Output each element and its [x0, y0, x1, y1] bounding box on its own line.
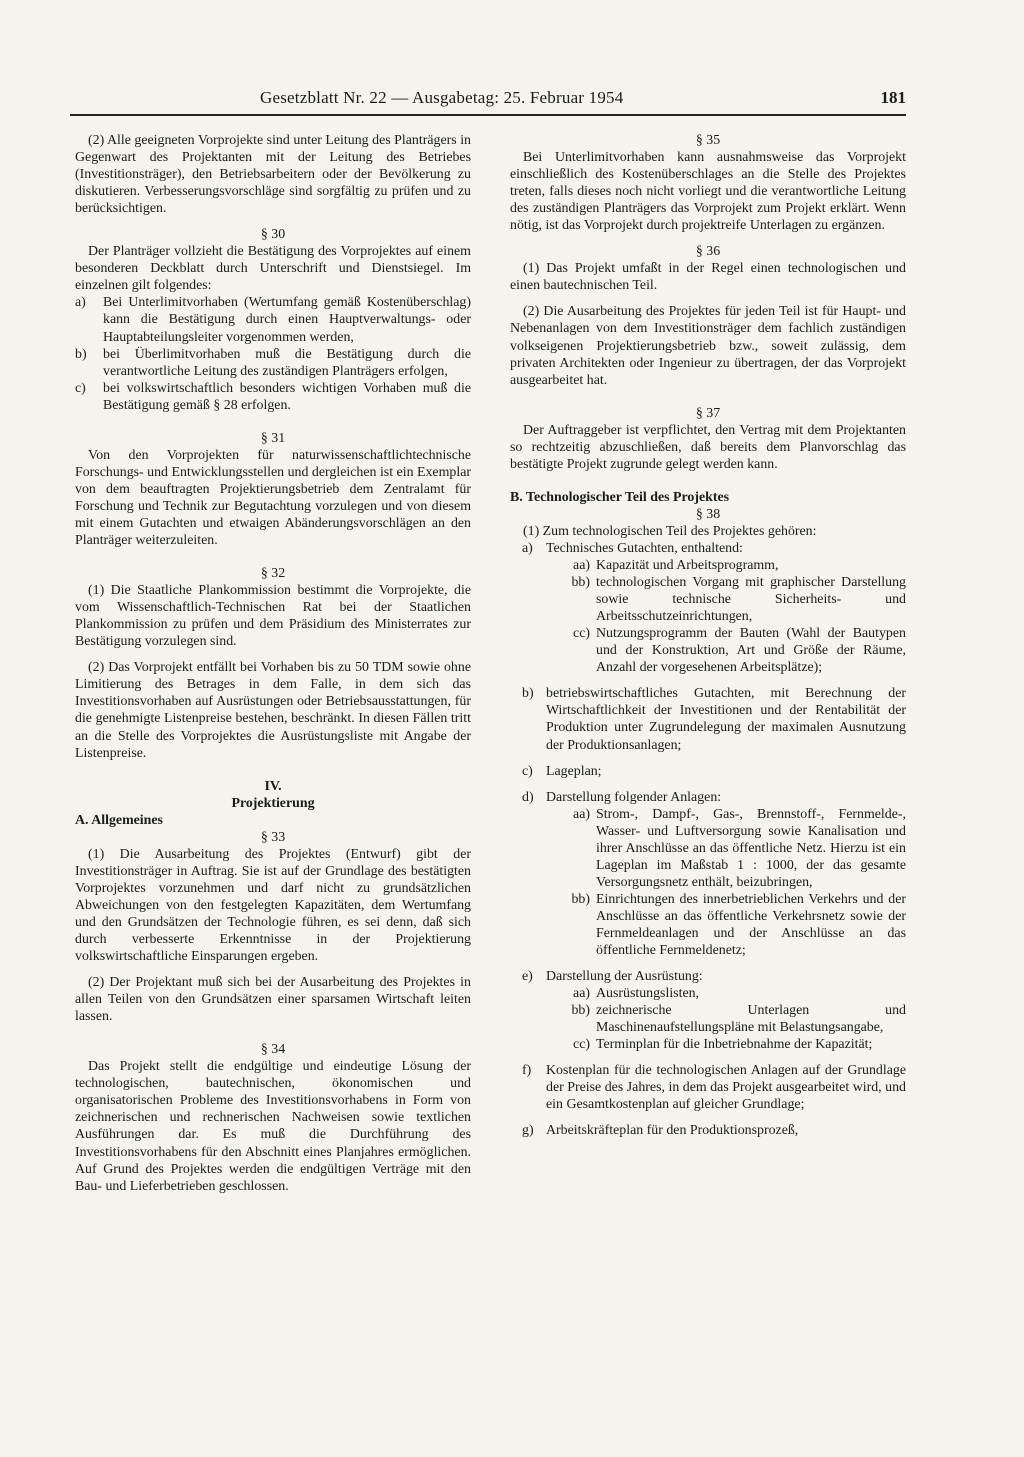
list-item	[510, 789, 906, 806]
chapter-heading: Projektierung	[231, 795, 315, 811]
list-text: technologischen Vorgang mit graphischer Darstellung sowie technische Sicherheits- und Arbeitsschutzeinrichtungen,	[596, 575, 906, 625]
paragraph: Der Auftraggeber ist verpflichtet, den Vertrag mit dem Projektanten so rechtzeitig abzuschließen, daß bereits dem Planvorschlag das bestätigte Projekt zugrunde gelegt werden kann.	[510, 422, 906, 472]
page-number: 181	[880, 88, 906, 107]
list-item	[510, 763, 906, 780]
list-item	[510, 968, 906, 985]
list-label: a)	[75, 295, 86, 311]
paragraph: (1) Zum technologischen Teil des Projektes gehören:	[523, 523, 817, 539]
list-label: bb)	[571, 575, 590, 591]
section-number: § 31	[260, 430, 286, 446]
left-column	[75, 132, 471, 1195]
list-item	[510, 540, 906, 557]
paragraph: Das Projekt stellt die endgültige und eindeutige Lösung der technologischen, bautechnischen, ökonomischen und organisatorischen Probleme des Investitionsvorhabens in Form von zeichnerischen und rechnerischen Nachweisen sowie textlichen Ausführungen dar. Es muß die Durchführung des Investitionsvorhabens für den Abschnitt eines Planjahres ermöglichen. Auf Grund des Projektes werden die endgültigen Verträge mit den Bau- und Lieferbetrieben geschlossen.	[75, 1059, 471, 1194]
list-item	[510, 625, 906, 676]
list-item	[510, 1122, 906, 1139]
paragraph: (2) Die Ausarbeitung des Projektes für jeden Teil ist für Haupt- und Nebenanlagen von dem Investitionsträger dem fachlich zuständigen volkseigenen Projektierungsbetrieb bzw., soweit zulässig, dem privaten Architekten oder Ingenieur zu übertragen, der das Vorprojekt ausgearbeitet hat.	[510, 304, 906, 388]
list-item	[510, 685, 906, 753]
list-text: bei volkswirtschaftlich besonders wichtigen Vorhaben muß die Bestätigung gemäß § 28 erfolgen.	[103, 380, 471, 413]
section-number: § 30	[260, 227, 286, 243]
paragraph: (1) Die Staatliche Plankommission bestimmt die Vorprojekte, die vom Wissenschaftlich-Technischen Rat bei der Staatlichen Plankommission zu prüfen und dem Präsidium des Ministerrates zur Bestätigung vorzulegen sind.	[75, 583, 471, 650]
list-label: a)	[522, 540, 533, 556]
section-number: § 38	[695, 506, 721, 522]
list-label: aa)	[573, 806, 590, 822]
list-label: cc)	[573, 626, 590, 642]
list-item	[510, 806, 906, 891]
paragraph: (2) Alle geeigneten Vorprojekte sind unter Leitung des Planträgers in Gegenwart des Projektanten mit der Leitung des Betriebes (Investitionsträger), den Betriebsarbeitern oder der Bevölkerung zu diskutieren. Verbesserungsvorschläge sind sorgfältig zu prüfen und zu berücksichtigen.	[75, 133, 471, 217]
list-label: cc)	[573, 1037, 590, 1053]
list-item	[75, 346, 471, 380]
paragraph: Der Planträger vollzieht die Bestätigung des Vorprojektes auf einem besonderen Deckblatt durch Unterschrift und Dienstsiegel. Im einzelnen gilt folgendes:	[75, 244, 471, 294]
list-label: b)	[75, 346, 87, 362]
list-text: Terminplan für die Inbetriebnahme der Kapazität;	[596, 1037, 873, 1053]
paragraph: (1) Das Projekt umfaßt in der Regel einen technologischen und einen bautechnischen Teil.	[510, 261, 906, 294]
list-text: bei Überlimitvorhaben muß die Bestätigung durch die verantwortliche Leitung des zuständigen Planträgers erfolgen,	[103, 346, 471, 379]
list-label: aa)	[573, 558, 590, 574]
section-number: § 37	[695, 405, 721, 421]
header-title: Gesetzblatt Nr. 22 — Ausgabetag: 25. Februar 1954	[260, 88, 624, 107]
list-text: Technisches Gutachten, enthaltend:	[546, 540, 743, 556]
list-item	[510, 1062, 906, 1113]
list-item	[510, 891, 906, 959]
paragraph: (2) Der Projektant muß sich bei der Ausarbeitung des Projektes in allen Teilen von den Grundsätzen einer sparsamen Wirtschaft leiten lassen.	[75, 975, 471, 1025]
list-label: b)	[522, 686, 534, 702]
list-label: c)	[75, 380, 86, 396]
list-text: Arbeitskräfteplan für den Produktionsprozeß,	[546, 1123, 799, 1139]
list-text: Bei Unterlimitvorhaben (Wertumfang gemäß Kostenüberschlag) kann die Bestätigung durch einen Hauptverwaltungs- oder Hauptabteilungsleiter vorgenommen werden,	[103, 295, 471, 345]
list-text: betriebswirtschaftliches Gutachten, mit Berechnung der Wirtschaftlichkeit der Investitionen und der Rentabilität der Produktion unter Zugrundelegung der maximalen Ausnutzung der Produktionsanlagen;	[546, 686, 906, 753]
list-text: Lageplan;	[546, 763, 602, 779]
section-number: § 33	[260, 829, 286, 845]
page-header	[70, 88, 906, 116]
subheading: B. Technologischer Teil des Projektes	[510, 489, 730, 505]
list-item	[510, 574, 906, 625]
list-text: Strom-, Dampf-, Gas-, Brennstoff-, Fernmelde-, Wasser- und Luftversorgung sowie Kanalisation und ihrer Anschlüsse an das öffentliche Netz. Hierzu ist ein Lageplan im Maßstab 1 : 1000, der das gesamte Versorgungsnetz enthält, beizubringen,	[596, 806, 906, 890]
list-text: zeichnerische Unterlagen und Maschinenaufstellungspläne mit Belastungsangabe,	[596, 1003, 906, 1036]
chapter-number: IV.	[264, 778, 282, 794]
section-number: § 36	[695, 244, 721, 260]
list-text: Ausrüstungslisten,	[596, 986, 700, 1002]
list-item	[510, 985, 906, 1002]
list-item	[75, 380, 471, 414]
subheading: A. Allgemeines	[75, 812, 163, 828]
list-item	[75, 294, 471, 345]
list-label: e)	[522, 969, 533, 985]
right-column	[510, 132, 906, 1139]
section-number: § 34	[260, 1042, 286, 1058]
paragraph: Von den Vorprojekten für naturwissenschaftlichtechnische Forschungs- und Entwicklungsstellen und dergleichen ist ein Exemplar von dem beauftragten Projektierungsbetrieb dem Zentralamt für Forschung und Technik zur Begutachtung vorzulegen und von diesem mit einem Gutachten und etwaigen Abänderungsvorschlägen an den Planträger weiterzuleiten.	[75, 447, 471, 549]
list-item	[510, 1036, 906, 1053]
list-label: c)	[522, 763, 533, 779]
list-label: g)	[522, 1123, 534, 1139]
list-label: aa)	[573, 986, 590, 1002]
paragraph: (1) Die Ausarbeitung des Projektes (Entwurf) gibt der Investitionsträger in Auftrag. Sie ist auf der Grundlage des bestätigten Vorprojektes vorzunehmen und darf nicht zu grundsätzlichen Abweichungen von den festgelegten Kapazitäten, dem Wertumfang und den Grundsätzen der Technologie führen, es sei denn, daß sich durch verbesserte Erkenntnisse in der Projektierung volkswirtschaftliche Einsparungen ergeben.	[75, 846, 471, 965]
paragraph: (2) Das Vorprojekt entfällt bei Vorhaben bis zu 50 TDM sowie ohne Limitierung des Betrages in dem Falle, in dem sich das Investitionsvorhaben auf Ausrüstungen oder Betriebsausstattungen, für die genehmigte Listenpreise bestehen, beschränkt. In diesen Fällen tritt an die Stelle des Vorprojektes die Ausrüstungsliste mit Angabe der Listenpreise.	[75, 660, 471, 761]
list-text: Kostenplan für die technologischen Anlagen auf der Grundlage der Preise des Jahres, in dem das Projekt ausgearbeitet wird, und ein Gesamtkostenplan auf gleicher Grundlage;	[546, 1063, 906, 1113]
list-item	[510, 1002, 906, 1036]
list-item	[510, 557, 906, 574]
list-text: Einrichtungen des innerbetrieblichen Verkehrs und der Anschlüsse an das öffentliche Verkehrsnetz sowie der Fernmeldeanlagen und der Anschlüsse an das öffentliche Fernmeldenetz;	[596, 891, 906, 959]
list-text: Darstellung der Ausrüstung:	[546, 969, 703, 985]
list-text: Darstellung folgender Anlagen:	[546, 789, 722, 805]
list-label: d)	[522, 789, 534, 805]
list-label: bb)	[571, 891, 590, 907]
list-label: bb)	[571, 1003, 590, 1019]
paragraph: Bei Unterlimitvorhaben kann ausnahmsweise das Vorprojekt einschließlich des Kostenüberschlages an die Stelle des Projektes treten, falls dieses noch nicht vorliegt und die verantwortliche Leitung des zuständigen Planträgers das Vorprojekt zum Projekt erklärt. Wenn nötig, ist das Vorprojekt durch projektreife Unterlagen zu ergänzen.	[510, 150, 906, 234]
section-number: § 35	[695, 133, 721, 148]
section-number: § 32	[260, 566, 286, 582]
list-label: f)	[522, 1063, 532, 1079]
list-text: Kapazität und Arbeitsprogramm,	[596, 558, 779, 574]
list-text: Nutzungsprogramm der Bauten (Wahl der Bautypen und der Konstruktion, Art und Größe der Räume, Anzahl der vorgesehenen Arbeitsplätze);	[596, 626, 906, 676]
